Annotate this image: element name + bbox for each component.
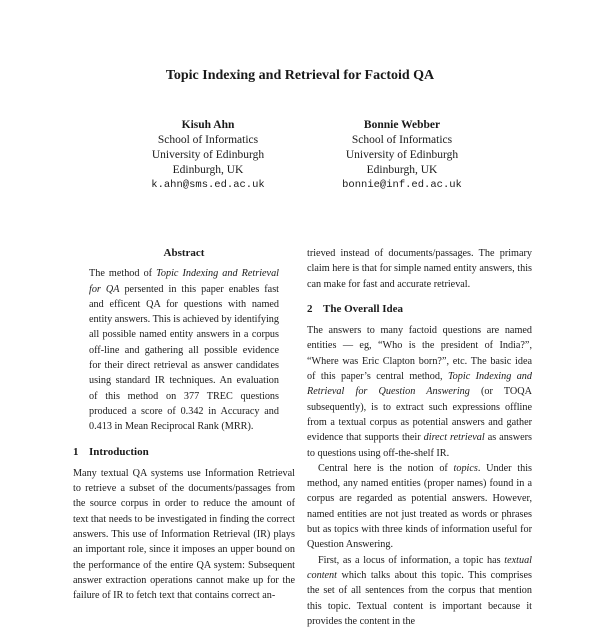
paragraph-text-part: . Under this method, any named entities (proper names) found in a corpus are regarded as potential answers. However, named entities are not just treated as words or phrases but as topics with three kinds of information useful for Question Answering. bbox=[307, 462, 532, 551]
section-heading-introduction bbox=[73, 445, 295, 460]
author-affiliation: School of Informatics bbox=[157, 134, 259, 146]
author-email: k.ahn@sms.ed.ac.uk bbox=[151, 179, 265, 191]
paragraph-text-part: (or TOQA subsequently), is to extract such expressions offline from a textual corpus as potential answers and gather evidence that supports their bbox=[307, 386, 532, 444]
right-column bbox=[307, 246, 532, 629]
paragraph-text-part: as answers to questions using off-the-shelf IR. bbox=[307, 432, 532, 459]
left-column bbox=[73, 246, 295, 604]
section-number: 1 bbox=[73, 445, 79, 458]
author-institution: University of Edinburgh bbox=[345, 149, 459, 161]
paper-title: Topic Indexing and Retrieval for Factoid QA bbox=[165, 68, 435, 83]
abstract-emphasis: Topic Indexing and Retrieval for QA bbox=[89, 268, 279, 295]
paragraph-emphasis: direct retrieval bbox=[423, 432, 485, 444]
section-number: 2 bbox=[307, 302, 313, 315]
author-name: Kisuh Ahn bbox=[181, 119, 235, 131]
abstract-heading: Abstract bbox=[163, 247, 205, 259]
introduction-continued-paragraph: trieved instead of documents/passages. The primary claim here is that for simple named entity answers, this can make for fast and accurate retrieval. bbox=[307, 248, 532, 290]
paragraph-text-part: First, as a locus of information, a topic has bbox=[318, 554, 505, 566]
abstract-text-part: The method of bbox=[89, 268, 157, 280]
author-name: Bonnie Webber bbox=[363, 119, 441, 131]
author-institution: University of Edinburgh bbox=[151, 149, 265, 161]
paragraph-emphasis: Topic Indexing and Retrieval for Question Answering bbox=[307, 371, 532, 398]
author-block-1 bbox=[108, 118, 308, 193]
author-location: Edinburgh, UK bbox=[172, 164, 244, 176]
author-email: bonnie@inf.ed.ac.uk bbox=[342, 179, 462, 191]
paragraph-text-part: The answers to many factoid questions are named entities — eg, “Who is the president of India?”, “Where was Eric Clapton born?”, etc. The basic idea of this paper’s central method, bbox=[307, 325, 532, 383]
author-affiliation: School of Informatics bbox=[351, 134, 453, 146]
introduction-paragraph: Many textual QA systems use Information Retrieval to retrieve a subset of the documents/passages from the source corpus in order to reduce the amount of text that needs to be investigated in finding the correct answers. This use of Information Retrieval (IR) plays an important role, since it imposes an upper bound on the performance of the entire QA system: Subsequent answer extraction operations cannot make up for the failure of IR to fetch text that contains correct an- bbox=[73, 467, 295, 602]
paragraph-emphasis: topics bbox=[453, 462, 478, 474]
section-title: Introduction bbox=[89, 445, 149, 458]
paragraph-emphasis: textual content bbox=[307, 554, 532, 581]
abstract-text bbox=[89, 266, 279, 434]
abstract-text-part: persented in this paper enables fast and efficent QA for questions with named entity answers. This is achieved by identifying all possible named entity answers in a corpus off-line and gathering all possible evidence for their direct retrieval as answer candidates using standard IR techniques. An evaluation of this method on 377 TREC questions produced a score of 0.342 in Accuracy and 0.413 in Mean Reciprocal Rank (MRR). bbox=[89, 283, 279, 433]
overall-idea-paragraph-3 bbox=[307, 553, 532, 629]
overall-idea-paragraph-2 bbox=[307, 461, 532, 553]
section-heading-overall-idea bbox=[307, 302, 532, 317]
paragraph-text-part: Central here is the notion of bbox=[318, 462, 454, 474]
section-title: The Overall Idea bbox=[323, 302, 404, 315]
paragraph-text-part: which talks about this topic. This comprises the set of all sentences from the corpus that mention this topic. Textual content is important because it provides the content in the bbox=[307, 569, 532, 627]
author-location: Edinburgh, UK bbox=[366, 164, 438, 176]
author-block-2 bbox=[302, 118, 502, 193]
overall-idea-paragraph-1 bbox=[307, 323, 532, 461]
